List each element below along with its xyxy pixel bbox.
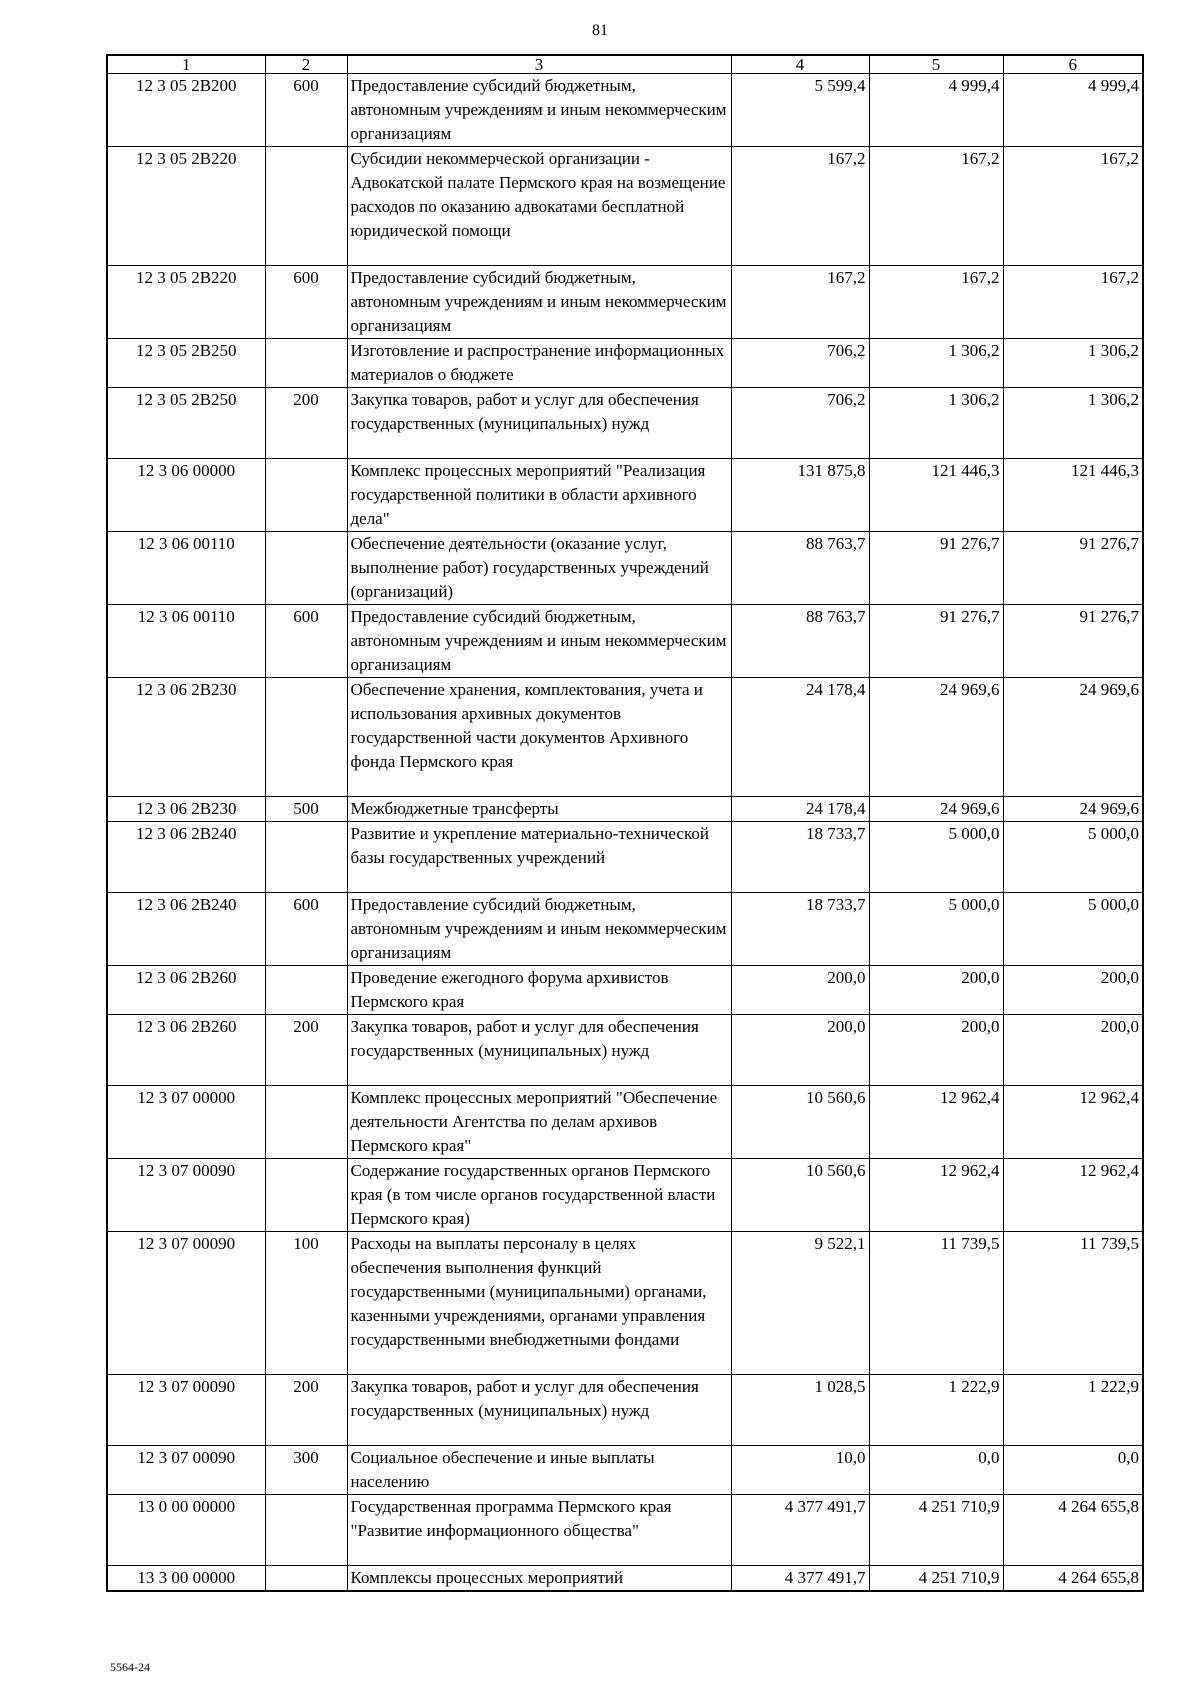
expense-type-code [265, 1566, 347, 1592]
target-article-code: 12 3 07 00090 [107, 1375, 265, 1446]
amount-col6: 24 969,6 [1003, 797, 1143, 822]
expense-type-code [265, 1495, 347, 1566]
amount-col5: 167,2 [869, 266, 1003, 339]
amount-col4: 200,0 [731, 1015, 869, 1086]
column-number-row [107, 55, 1143, 74]
amount-col4: 167,2 [731, 147, 869, 266]
document-code: 5564-24 [110, 1660, 150, 1674]
expense-type-code [265, 459, 347, 532]
expense-type-code: 200 [265, 1015, 347, 1086]
expense-type-code: 600 [265, 605, 347, 678]
table-row [107, 532, 1143, 605]
amount-col5: 121 446,3 [869, 459, 1003, 532]
table-row [107, 1015, 1143, 1086]
expense-name: Социальное обеспечение и иные выплаты населению [347, 1446, 731, 1495]
amount-col5: 91 276,7 [869, 532, 1003, 605]
expense-type-code: 600 [265, 893, 347, 966]
expense-name: Предоставление субсидий бюджетным, автономным учреждениям и иным некоммерческим организациям [347, 74, 731, 147]
amount-col4: 24 178,4 [731, 797, 869, 822]
target-article-code: 13 0 00 00000 [107, 1495, 265, 1566]
column-header-6: 6 [1003, 55, 1143, 74]
column-header-3: 3 [347, 55, 731, 74]
amount-col5: 4 251 710,9 [869, 1495, 1003, 1566]
expense-type-code: 300 [265, 1446, 347, 1495]
expense-name: Проведение ежегодного форума архивистов Пермского края [347, 966, 731, 1015]
expense-name: Обеспечение хранения, комплектования, учета и использования архивных документов государственной части документов Архивного фонда Пермского края [347, 678, 731, 797]
target-article-code: 12 3 05 2В220 [107, 266, 265, 339]
expense-name: Государственная программа Пермского края "Развитие информационного общества" [347, 1495, 731, 1566]
target-article-code: 12 3 06 2В230 [107, 678, 265, 797]
amount-col6: 200,0 [1003, 966, 1143, 1015]
column-header-5: 5 [869, 55, 1003, 74]
amount-col6: 91 276,7 [1003, 532, 1143, 605]
expense-type-code [265, 1159, 347, 1232]
table-row [107, 966, 1143, 1015]
amount-col5: 4 999,4 [869, 74, 1003, 147]
expense-type-code [265, 678, 347, 797]
table-row [107, 893, 1143, 966]
amount-col5: 1 222,9 [869, 1375, 1003, 1446]
amount-col4: 4 377 491,7 [731, 1495, 869, 1566]
expense-name: Предоставление субсидий бюджетным, автономным учреждениям и иным некоммерческим организациям [347, 266, 731, 339]
amount-col6: 121 446,3 [1003, 459, 1143, 532]
budget-table [106, 54, 1144, 1592]
amount-col5: 5 000,0 [869, 893, 1003, 966]
table-row [107, 1446, 1143, 1495]
expense-type-code: 500 [265, 797, 347, 822]
amount-col4: 10 560,6 [731, 1159, 869, 1232]
expense-name: Закупка товаров, работ и услуг для обеспечения государственных (муниципальных) нужд [347, 388, 731, 459]
amount-col6: 12 962,4 [1003, 1159, 1143, 1232]
amount-col4: 167,2 [731, 266, 869, 339]
target-article-code: 12 3 05 2В220 [107, 147, 265, 266]
table-row [107, 678, 1143, 797]
amount-col5: 12 962,4 [869, 1159, 1003, 1232]
expense-type-code [265, 532, 347, 605]
amount-col5: 0,0 [869, 1446, 1003, 1495]
target-article-code: 12 3 06 2В260 [107, 966, 265, 1015]
expense-type-code: 100 [265, 1232, 347, 1375]
expense-name: Закупка товаров, работ и услуг для обеспечения государственных (муниципальных) нужд [347, 1015, 731, 1086]
target-article-code: 12 3 07 00000 [107, 1086, 265, 1159]
target-article-code: 12 3 06 2В230 [107, 797, 265, 822]
expense-name: Обеспечение деятельности (оказание услуг, выполнение работ) государственных учреждений (организаций) [347, 532, 731, 605]
amount-col6: 4 264 655,8 [1003, 1566, 1143, 1592]
amount-col5: 5 000,0 [869, 822, 1003, 893]
expense-type-code [265, 966, 347, 1015]
target-article-code: 12 3 06 2В240 [107, 822, 265, 893]
table-row [107, 74, 1143, 147]
expense-name: Комплексы процессных мероприятий [347, 1566, 731, 1592]
amount-col5: 24 969,6 [869, 678, 1003, 797]
amount-col6: 5 000,0 [1003, 893, 1143, 966]
table-row [107, 1375, 1143, 1446]
amount-col4: 131 875,8 [731, 459, 869, 532]
expense-name: Комплекс процессных мероприятий "Реализация государственной политики в области архивного дела" [347, 459, 731, 532]
table-row [107, 1495, 1143, 1566]
amount-col4: 88 763,7 [731, 532, 869, 605]
table-row [107, 1566, 1143, 1592]
amount-col4: 706,2 [731, 388, 869, 459]
amount-col4: 4 377 491,7 [731, 1566, 869, 1592]
amount-col6: 91 276,7 [1003, 605, 1143, 678]
amount-col4: 18 733,7 [731, 822, 869, 893]
expense-type-code [265, 1086, 347, 1159]
amount-col6: 1 306,2 [1003, 388, 1143, 459]
target-article-code: 12 3 07 00090 [107, 1446, 265, 1495]
amount-col5: 1 306,2 [869, 388, 1003, 459]
expense-type-code: 600 [265, 266, 347, 339]
amount-col4: 9 522,1 [731, 1232, 869, 1375]
expense-type-code: 600 [265, 74, 347, 147]
target-article-code: 12 3 06 00110 [107, 532, 265, 605]
table-row [107, 339, 1143, 388]
column-header-1: 1 [107, 55, 265, 74]
amount-col5: 200,0 [869, 1015, 1003, 1086]
target-article-code: 12 3 06 00110 [107, 605, 265, 678]
target-article-code: 12 3 06 2В260 [107, 1015, 265, 1086]
amount-col6: 4 999,4 [1003, 74, 1143, 147]
amount-col4: 18 733,7 [731, 893, 869, 966]
expense-name: Изготовление и распространение информационных материалов о бюджете [347, 339, 731, 388]
amount-col5: 1 306,2 [869, 339, 1003, 388]
expense-name: Расходы на выплаты персоналу в целях обеспечения выполнения функций государственными (муниципальными) органами, казенными учреждениями, органами управления государственными внебюджетными фондами [347, 1232, 731, 1375]
amount-col6: 167,2 [1003, 147, 1143, 266]
page-number: 81 [592, 22, 608, 39]
amount-col6: 200,0 [1003, 1015, 1143, 1086]
amount-col6: 0,0 [1003, 1446, 1143, 1495]
amount-col5: 12 962,4 [869, 1086, 1003, 1159]
target-article-code: 12 3 05 2В200 [107, 74, 265, 147]
table-row [107, 605, 1143, 678]
amount-col5: 4 251 710,9 [869, 1566, 1003, 1592]
amount-col5: 200,0 [869, 966, 1003, 1015]
amount-col6: 24 969,6 [1003, 678, 1143, 797]
amount-col4: 5 599,4 [731, 74, 869, 147]
amount-col4: 706,2 [731, 339, 869, 388]
expense-type-code [265, 147, 347, 266]
column-header-4: 4 [731, 55, 869, 74]
amount-col4: 24 178,4 [731, 678, 869, 797]
expense-type-code [265, 339, 347, 388]
expense-name: Комплекс процессных мероприятий "Обеспечение деятельности Агентства по делам архивов Пермского края" [347, 1086, 731, 1159]
expense-name: Предоставление субсидий бюджетным, автономным учреждениям и иным некоммерческим организациям [347, 893, 731, 966]
amount-col6: 167,2 [1003, 266, 1143, 339]
table-row [107, 797, 1143, 822]
amount-col4: 10,0 [731, 1446, 869, 1495]
amount-col5: 24 969,6 [869, 797, 1003, 822]
table-row [107, 147, 1143, 266]
expense-name: Предоставление субсидий бюджетным, автономным учреждениям и иным некоммерческим организациям [347, 605, 731, 678]
amount-col6: 5 000,0 [1003, 822, 1143, 893]
expense-type-code: 200 [265, 1375, 347, 1446]
target-article-code: 13 3 00 00000 [107, 1566, 265, 1592]
target-article-code: 12 3 05 2В250 [107, 339, 265, 388]
target-article-code: 12 3 07 00090 [107, 1232, 265, 1375]
amount-col6: 1 222,9 [1003, 1375, 1143, 1446]
expense-type-code: 200 [265, 388, 347, 459]
amount-col4: 200,0 [731, 966, 869, 1015]
table-row [107, 459, 1143, 532]
amount-col4: 88 763,7 [731, 605, 869, 678]
amount-col6: 1 306,2 [1003, 339, 1143, 388]
amount-col5: 167,2 [869, 147, 1003, 266]
expense-name: Развитие и укрепление материально-технической базы государственных учреждений [347, 822, 731, 893]
target-article-code: 12 3 06 2В240 [107, 893, 265, 966]
expense-type-code [265, 822, 347, 893]
expense-name: Закупка товаров, работ и услуг для обеспечения государственных (муниципальных) нужд [347, 1375, 731, 1446]
amount-col6: 11 739,5 [1003, 1232, 1143, 1375]
target-article-code: 12 3 05 2В250 [107, 388, 265, 459]
table-row [107, 1086, 1143, 1159]
table-row [107, 1232, 1143, 1375]
amount-col6: 4 264 655,8 [1003, 1495, 1143, 1566]
table-row [107, 822, 1143, 893]
table-row [107, 1159, 1143, 1232]
target-article-code: 12 3 06 00000 [107, 459, 265, 532]
expense-name: Субсидии некоммерческой организации - Адвокатской палате Пермского края на возмещение расходов по оказанию адвокатами бесплатной юридической помощи [347, 147, 731, 266]
target-article-code: 12 3 07 00090 [107, 1159, 265, 1232]
table-row [107, 388, 1143, 459]
table-row [107, 266, 1143, 339]
amount-col5: 11 739,5 [869, 1232, 1003, 1375]
expense-name: Содержание государственных органов Пермского края (в том числе органов государственной власти Пермского края) [347, 1159, 731, 1232]
amount-col5: 91 276,7 [869, 605, 1003, 678]
amount-col4: 10 560,6 [731, 1086, 869, 1159]
amount-col6: 12 962,4 [1003, 1086, 1143, 1159]
column-header-2: 2 [265, 55, 347, 74]
amount-col4: 1 028,5 [731, 1375, 869, 1446]
expense-name: Межбюджетные трансферты [347, 797, 731, 822]
